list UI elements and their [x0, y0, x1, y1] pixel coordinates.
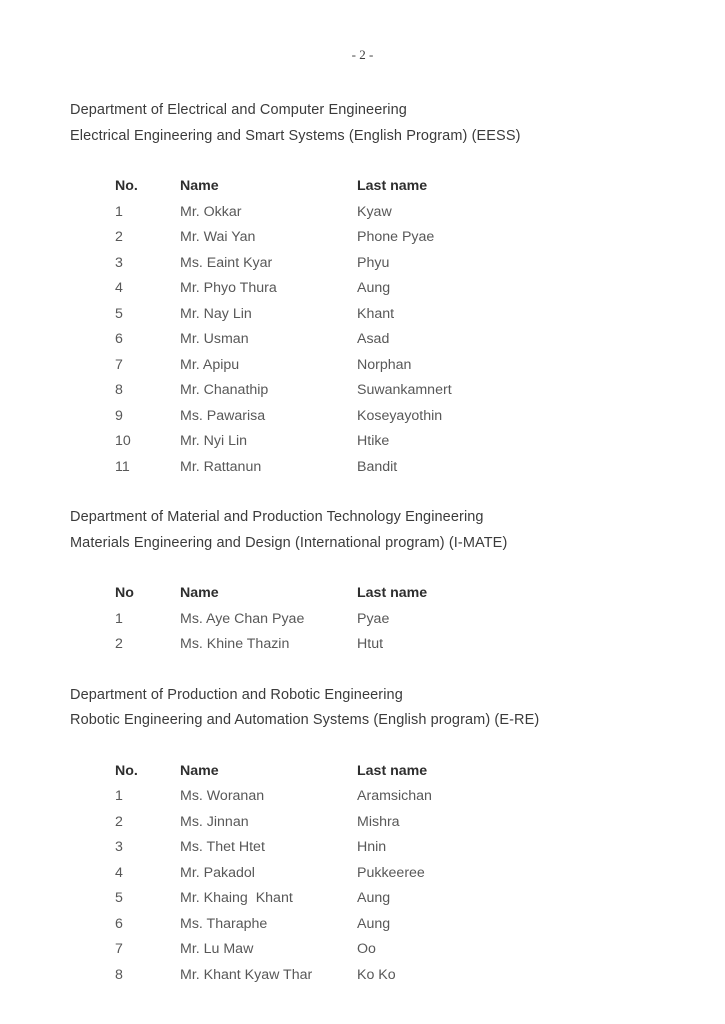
table-row	[115, 810, 725, 836]
row-number: 9	[115, 407, 123, 424]
row-number: 2	[115, 229, 123, 245]
row-name: Ms. Tharaphe	[180, 915, 268, 932]
row-last-name: Aramsichan	[357, 788, 432, 804]
section-material-production-technology	[0, 505, 725, 658]
table-row	[115, 302, 725, 328]
row-name: Mr. Lu Maw	[180, 941, 254, 957]
department-title: Department of Electrical and Computer Engineering	[70, 102, 407, 118]
table-header-row	[115, 581, 725, 607]
table-row	[115, 327, 725, 353]
row-number: 6	[115, 915, 123, 932]
department-title: Department of Production and Robotic Engineering	[70, 686, 403, 703]
column-header-name: Name	[180, 762, 219, 779]
row-name: Ms. Jinnan	[180, 813, 249, 830]
table-row	[115, 784, 725, 810]
row-last-name: Khant	[357, 305, 395, 322]
row-number: 8	[115, 382, 123, 398]
row-last-name: Aung	[357, 890, 391, 906]
column-header-no: No.	[115, 762, 138, 779]
row-last-name: Koseyayothin	[357, 407, 443, 424]
row-number: 5	[115, 890, 123, 906]
column-header-no: No.	[115, 178, 138, 194]
column-header-name: Name	[180, 178, 219, 194]
row-name: Mr. Chanathip	[180, 382, 269, 398]
row-number: 7	[115, 356, 123, 373]
column-header-name: Name	[180, 585, 219, 601]
table-header-row	[115, 759, 725, 785]
table-row	[115, 404, 725, 430]
row-number: 10	[115, 433, 131, 449]
row-last-name: Norphan	[357, 356, 412, 373]
row-last-name: Phone Pyae	[357, 229, 435, 245]
row-name: Ms. Khine Thazin	[180, 636, 290, 652]
row-name: Mr. Apipu	[180, 356, 240, 373]
row-number: 5	[115, 305, 123, 322]
table-row	[115, 963, 725, 989]
row-last-name: Pyae	[357, 610, 390, 627]
table-row	[115, 632, 725, 658]
row-last-name: Suwankamnert	[357, 382, 452, 398]
row-number: 2	[115, 636, 123, 652]
row-name: Mr. Khant Kyaw Thar	[180, 966, 313, 983]
column-header-no: No	[115, 585, 134, 601]
column-header-last-name: Last name	[357, 762, 428, 779]
table-row	[115, 378, 725, 404]
table-row	[115, 455, 725, 481]
row-number: 4	[115, 864, 123, 881]
row-name: Ms. Eaint Kyar	[180, 254, 273, 271]
section-electrical-computer-engineering	[0, 98, 725, 480]
row-last-name: Hnin	[357, 839, 387, 855]
row-last-name: Asad	[357, 331, 390, 347]
row-last-name: Aung	[357, 280, 391, 296]
column-header-last-name: Last name	[357, 585, 428, 601]
program-title: Robotic Engineering and Automation Systems (English program) (E-RE)	[70, 712, 540, 728]
program-title: Materials Engineering and Design (International program) (I-MATE)	[70, 534, 508, 551]
row-last-name: Pukkeeree	[357, 864, 425, 881]
row-last-name: Kyaw	[357, 203, 392, 220]
department-title: Department of Material and Production Technology Engineering	[70, 509, 484, 525]
row-last-name: Htut	[357, 636, 384, 652]
row-name: Mr. Nay Lin	[180, 305, 252, 322]
row-name: Ms. Pawarisa	[180, 407, 266, 424]
table-row	[115, 200, 725, 226]
row-name: Ms. Aye Chan Pyae	[180, 610, 305, 627]
table-row	[115, 886, 725, 912]
row-number: 1	[115, 203, 123, 220]
student-table	[0, 174, 725, 480]
table-row	[115, 912, 725, 938]
table-row	[115, 251, 725, 277]
row-name: Mr. Nyi Lin	[180, 433, 248, 449]
section-production-robotic-engineering	[0, 683, 725, 989]
table-row	[115, 353, 725, 379]
row-last-name: Phyu	[357, 254, 390, 271]
row-name: Mr. Pakadol	[180, 864, 255, 881]
row-last-name: Oo	[357, 941, 376, 957]
row-number: 2	[115, 813, 123, 830]
table-row	[115, 861, 725, 887]
row-number: 8	[115, 966, 123, 983]
table-row	[115, 937, 725, 963]
table-row	[115, 429, 725, 455]
row-name: Mr. Rattanun	[180, 458, 262, 475]
row-last-name: Bandit	[357, 458, 398, 475]
table-header-row	[115, 174, 725, 200]
row-last-name: Htike	[357, 433, 390, 449]
page-number: - 2 -	[351, 47, 374, 62]
column-header-last-name: Last name	[357, 178, 428, 194]
row-number: 4	[115, 280, 123, 296]
program-title: Electrical Engineering and Smart Systems (English Program) (EESS)	[70, 127, 521, 144]
row-name: Mr. Phyo Thura	[180, 280, 277, 296]
row-number: 1	[115, 788, 123, 804]
student-table	[0, 581, 725, 658]
row-last-name: Mishra	[357, 813, 400, 830]
row-number: 11	[115, 458, 130, 475]
row-name: Mr. Usman	[180, 331, 249, 347]
row-number: 7	[115, 941, 123, 957]
table-row	[115, 607, 725, 633]
row-number: 1	[115, 610, 123, 627]
row-name: Mr. Khaing Khant	[180, 890, 293, 906]
table-row	[115, 276, 725, 302]
row-number: 3	[115, 839, 123, 855]
row-number: 6	[115, 331, 123, 347]
row-last-name: Ko Ko	[357, 966, 396, 983]
student-table	[0, 759, 725, 989]
row-name: Ms. Woranan	[180, 788, 265, 804]
table-row	[115, 835, 725, 861]
table-row	[115, 225, 725, 251]
row-number: 3	[115, 254, 123, 271]
row-last-name: Aung	[357, 915, 391, 932]
row-name: Ms. Thet Htet	[180, 839, 265, 855]
row-name: Mr. Okkar	[180, 203, 242, 220]
row-name: Mr. Wai Yan	[180, 229, 256, 245]
